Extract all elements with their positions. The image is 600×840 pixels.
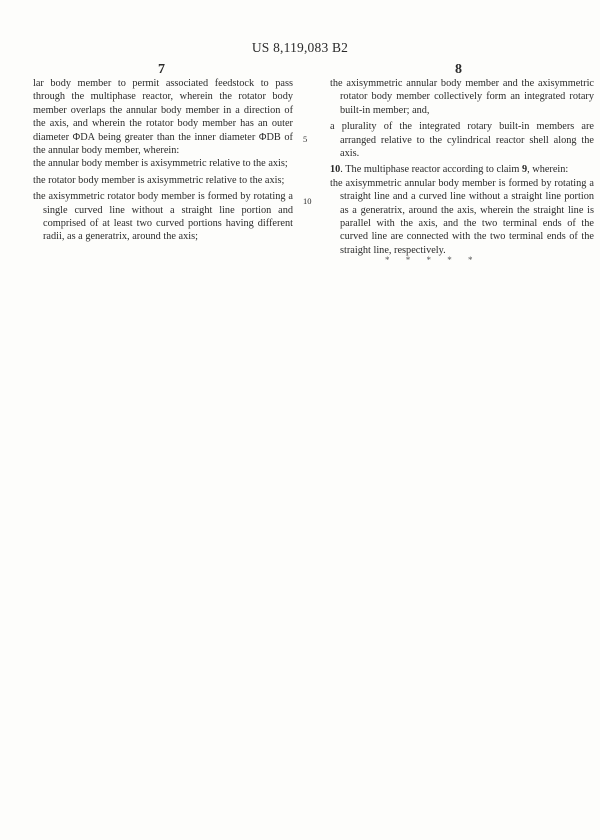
end-mark: * * * * * <box>385 255 480 265</box>
line-number: 5 <box>303 134 308 144</box>
claim-number: 10 <box>330 164 341 176</box>
column-left <box>33 77 293 247</box>
column-right <box>330 77 594 260</box>
claim-intro-text: . The multiphase reactor according to claim <box>340 164 522 176</box>
paragraph: the annular body member is axisymmetric relative to the axis; <box>33 158 288 170</box>
paragraph: the axisymmetric rotator body member is formed by rotating a single curved line without a straight line portion and comprised of at least two curved portions having different radii, as a generatrix, around the axis; <box>33 191 293 243</box>
paragraph: lar body member to permit associated feedstock to pass through the multiphase reactor, wherein the rotator body member overlaps the annular body member in a direction of the axis, and wherein the rotator body member has an outer diameter ΦDA being greater than the inner diameter ΦDB of the annular body member, wherein: <box>33 78 293 157</box>
claim-reference: 9 <box>521 164 528 176</box>
paragraph: the axisymmetric annular body member and the axisymmetric rotator body member collectively form an integrated rotary built-in member; and, <box>330 78 594 116</box>
claim-intro <box>330 163 594 176</box>
column-number-right: 8 <box>455 62 462 77</box>
column-number-left: 7 <box>158 62 165 77</box>
paragraph: a plurality of the integrated rotary built-in members are arranged relative to the cylindrical reactor shell along the axis. <box>330 121 594 160</box>
paragraph: the rotator body member is axisymmetric relative to the axis; <box>33 174 285 186</box>
claim-intro-end: , wherein: <box>527 164 569 176</box>
patent-header: US 8,119,083 B2 <box>251 40 349 55</box>
line-number: 10 <box>303 196 312 206</box>
claim-body: the axisymmetric annular body member is formed by rotating a straight line and a curved line without a straight line portion as a generatrix, around the axis, wherein the straight line is parallel with the axis, and the two terminal ends of the curved line are connected with the two terminal ends of the straight line, respectively. <box>330 177 594 256</box>
